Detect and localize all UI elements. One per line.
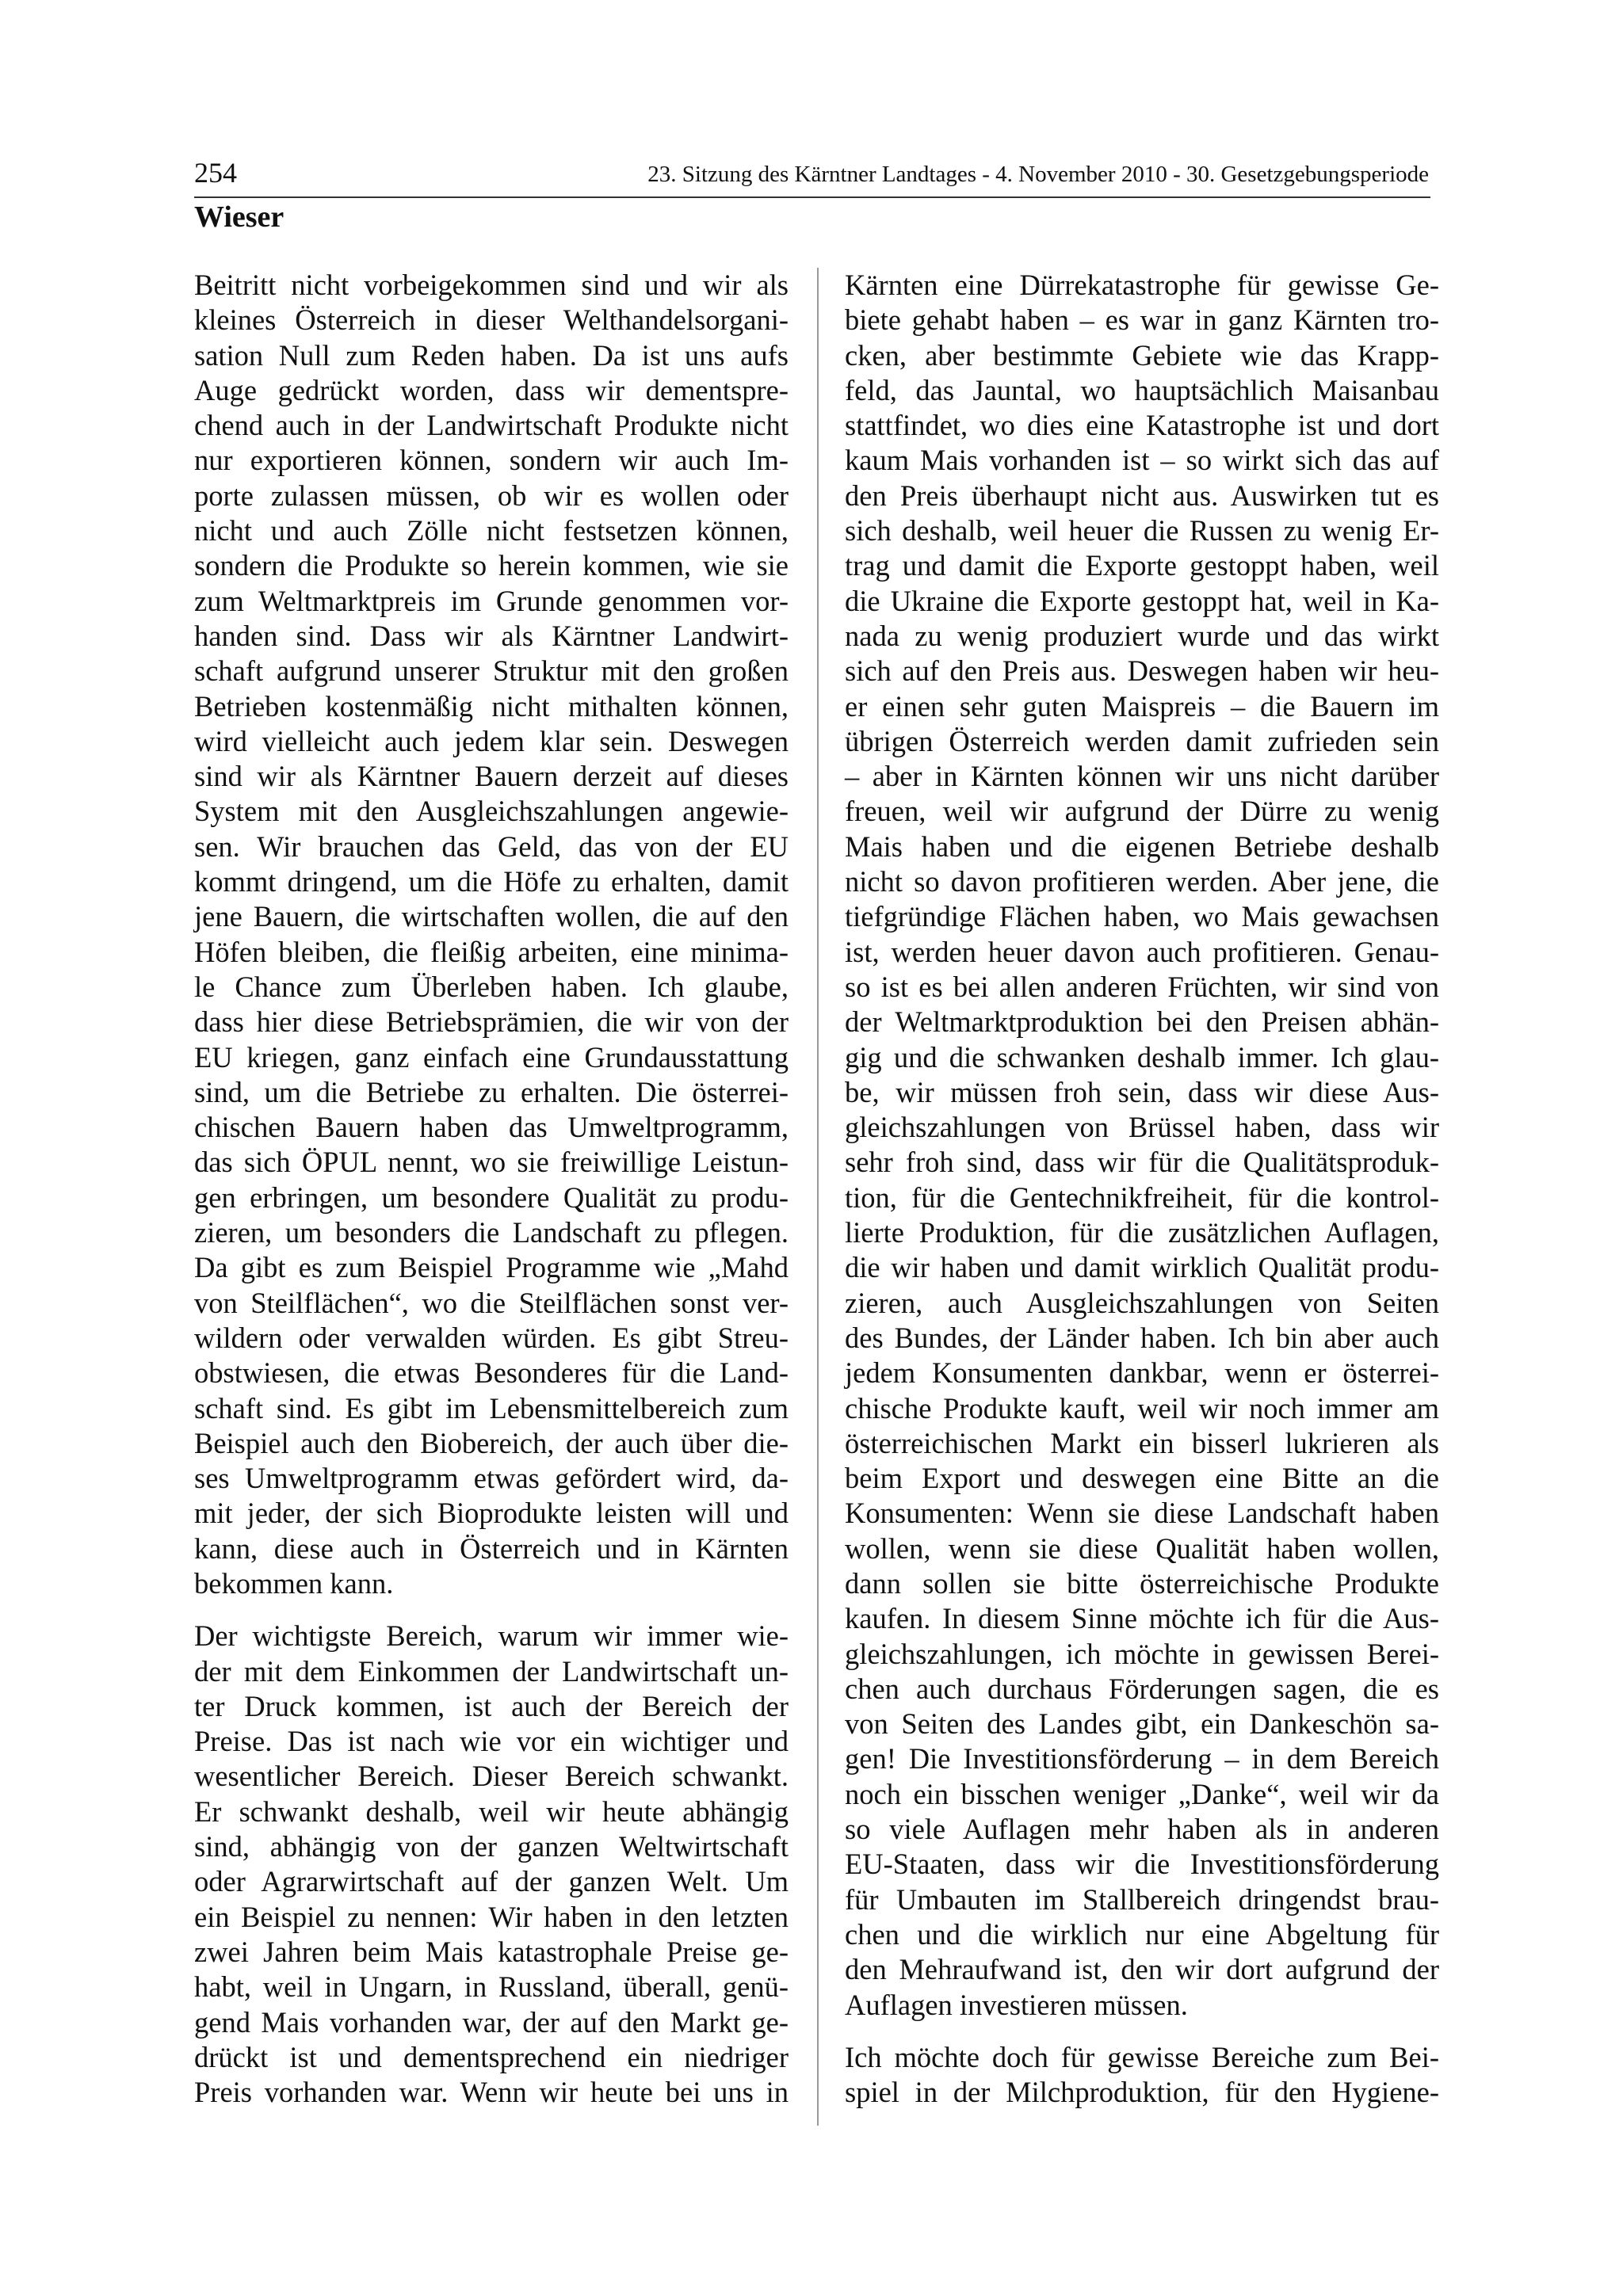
text-line: tiefgründige Flächen haben, wo Mais gewachsen bbox=[845, 900, 1439, 933]
text-line: wollen, wenn sie diese Qualität haben wollen, bbox=[845, 1531, 1439, 1565]
text-line: die wir haben und damit wirklich Qualität produ- bbox=[845, 1251, 1439, 1284]
text-line: wird vielleicht auch jedem klar sein. Deswegen bbox=[194, 724, 789, 757]
text-line: zieren, auch Ausgleichszahlungen von Seiten bbox=[845, 1286, 1439, 1319]
text-line: dann sollen sie bitte österreichische Produkte bbox=[845, 1566, 1439, 1600]
text-line: jene Bauern, die wirtschaften wollen, die auf den bbox=[194, 900, 789, 933]
text-line: System mit den Ausgleichszahlungen angewie- bbox=[194, 795, 789, 828]
text-line: kleines Österreich in dieser Welthandelsorgani- bbox=[194, 303, 789, 337]
text-line: sehr froh sind, dass wir für die Qualitätsproduk- bbox=[845, 1146, 1439, 1179]
text-line: EU-Staaten, dass wir die Investitionsförderung bbox=[845, 1848, 1439, 1881]
text-line: chen und die wirklich nur eine Abgeltung für bbox=[845, 1917, 1439, 1951]
text-line: kaum Mais vorhanden ist – so wirkt sich das auf bbox=[845, 444, 1439, 477]
text-line: Auge gedrückt worden, dass wir dementspre- bbox=[194, 373, 789, 406]
text-line: dass hier diese Betriebsprämien, die wir von der bbox=[194, 1005, 789, 1039]
text-line: Betrieben kostenmäßig nicht mithalten können, bbox=[194, 689, 789, 723]
text-line: cken, aber bestimmte Gebiete wie das Krapp- bbox=[845, 338, 1439, 372]
text-line: schaft sind. Es gibt im Lebensmittelbereich zum bbox=[194, 1391, 789, 1425]
text-line: be, wir müssen froh sein, dass wir diese Aus- bbox=[845, 1075, 1439, 1108]
text-line: nur exportieren können, sondern wir auch Im- bbox=[194, 444, 789, 477]
text-line: kaufen. In diesem Sinne möchte ich für die Aus- bbox=[845, 1602, 1439, 1635]
text-line: sind, um die Betriebe zu erhalten. Die österrei- bbox=[194, 1075, 789, 1108]
text-line: kann, diese auch in Österreich und in Kärnten bbox=[194, 1531, 789, 1565]
page-header bbox=[194, 155, 1430, 198]
text-line: wildern oder verwalden würden. Es gibt Streu- bbox=[194, 1321, 789, 1354]
text-line: so viele Auflagen mehr haben als in anderen bbox=[845, 1813, 1439, 1846]
text-line: obstwiesen, die etwas Besonderes für die Land- bbox=[194, 1356, 789, 1390]
text-line: Beitritt nicht vorbeigekommen sind und wir als bbox=[194, 269, 789, 301]
text-line: bekommen kann. bbox=[194, 1566, 394, 1600]
text-line: jedem Konsumenten dankbar, wenn er österrei- bbox=[845, 1356, 1439, 1390]
text-line: trag und damit die Exporte gestoppt haben, weil bbox=[845, 549, 1439, 582]
text-line: mit jeder, der sich Bioprodukte leisten will und bbox=[194, 1497, 789, 1530]
text-line: le Chance zum Überleben haben. Ich glaube, bbox=[194, 970, 789, 1003]
text-line: schaft aufgrund unserer Struktur mit den großen bbox=[194, 654, 789, 688]
left-column bbox=[194, 268, 789, 2127]
page-number: 254 bbox=[194, 157, 237, 189]
text-line: lierte Produktion, für die zusätzlichen Auflagen, bbox=[845, 1216, 1439, 1249]
text-line: gig und die schwanken deshalb immer. Ich glau- bbox=[845, 1040, 1439, 1074]
text-line: sondern die Produkte so herein kommen, wie sie bbox=[194, 549, 789, 582]
text-line: des Bundes, der Länder haben. Ich bin aber auch bbox=[845, 1321, 1439, 1354]
text-line: ter Druck kommen, ist auch der Bereich der bbox=[194, 1689, 789, 1722]
text-line: den Preis überhaupt nicht aus. Auswirken tut es bbox=[845, 479, 1439, 512]
text-line: österreichischen Markt ein bisserl lukrieren als bbox=[845, 1426, 1439, 1459]
text-line: kommt dringend, um die Höfe zu erhalten, damit bbox=[194, 865, 789, 898]
text-line: gend Mais vorhanden war, der auf den Markt ge- bbox=[194, 2005, 789, 2039]
text-line: für Umbauten im Stallbereich dringendst brau- bbox=[845, 1882, 1439, 1916]
text-line: das sich ÖPUL nennt, wo sie freiwillige Leistun- bbox=[194, 1146, 789, 1179]
text-line: beim Export und deswegen eine Bitte an die bbox=[845, 1462, 1439, 1495]
text-line: chen auch durchaus Förderungen sagen, die es bbox=[845, 1672, 1439, 1705]
text-line: zieren, um besonders die Landschaft zu pflegen. bbox=[194, 1216, 789, 1249]
paragraph bbox=[845, 268, 1439, 2023]
text-line: Ich möchte doch für gewisse Bereiche zum Bei- bbox=[845, 2040, 1439, 2073]
text-line: Höfen bleiben, die fleißig arbeiten, eine minima- bbox=[194, 935, 789, 968]
speaker-name: Wieser bbox=[194, 200, 285, 234]
text-line: von Steilflächen“, wo die Steilflächen sonst ver- bbox=[194, 1286, 789, 1319]
text-line: gen erbringen, um besondere Qualität zu produ- bbox=[194, 1180, 789, 1214]
text-line: ein Beispiel zu nennen: Wir haben in den letzten bbox=[194, 1900, 789, 1933]
text-line: der mit dem Einkommen der Landwirtschaft un- bbox=[194, 1654, 789, 1688]
text-line: er einen sehr guten Maispreis – die Bauern im bbox=[845, 689, 1439, 723]
text-line: – aber in Kärnten können wir uns nicht darüber bbox=[845, 760, 1439, 793]
text-line: gleichszahlungen von Brüssel haben, dass wir bbox=[845, 1111, 1439, 1144]
text-line: wesentlicher Bereich. Dieser Bereich schwankt. bbox=[194, 1760, 789, 1793]
text-line: habt, weil in Ungarn, in Russland, überall, genü- bbox=[194, 1970, 789, 2004]
text-line: die Ukraine die Exporte gestoppt hat, weil in Ka- bbox=[845, 584, 1439, 617]
text-line: feld, das Jauntal, wo hauptsächlich Maisanbau bbox=[845, 373, 1439, 406]
text-line: von Seiten des Landes gibt, ein Dankeschön sa- bbox=[845, 1707, 1439, 1741]
text-line: nicht so davon profitieren werden. Aber jene, die bbox=[845, 865, 1439, 898]
text-line: chische Produkte kauft, weil wir noch immer am bbox=[845, 1391, 1439, 1425]
text-line: ist, werden heuer davon auch profitieren. Genau- bbox=[845, 935, 1439, 968]
text-line: Konsumenten: Wenn sie diese Landschaft haben bbox=[845, 1497, 1439, 1530]
text-line: handen sind. Dass wir als Kärntner Landwirt- bbox=[194, 619, 789, 652]
running-title: 23. Sitzung des Kärntner Landtages - 4. November 2010 - 30. Gesetzgebungsperiode bbox=[647, 162, 1429, 187]
text-line: nada zu wenig produziert wurde und das wirkt bbox=[845, 619, 1439, 652]
right-column bbox=[845, 268, 1439, 2127]
text-line: chischen Bauern haben das Umweltprogramm, bbox=[194, 1111, 789, 1144]
text-line: spiel in der Milchproduktion, für den Hygiene- bbox=[845, 2076, 1439, 2109]
text-line: den Mehraufwand ist, den wir dort aufgrund der bbox=[845, 1953, 1439, 1986]
text-line: Der wichtigste Bereich, warum wir immer wie- bbox=[194, 1619, 789, 1653]
text-line: übrigen Österreich werden damit zufrieden sein bbox=[845, 724, 1439, 757]
text-line: zwei Jahren beim Mais katastrophale Preise ge- bbox=[194, 1935, 789, 1968]
paragraph bbox=[194, 268, 789, 1601]
text-line: Mais haben und die eigenen Betriebe deshalb bbox=[845, 830, 1439, 863]
text-line: tion, für die Gentechnikfreiheit, für die kontrol- bbox=[845, 1180, 1439, 1214]
paragraph bbox=[845, 2040, 1439, 2111]
text-line: sich deshalb, weil heuer die Russen zu wenig Er- bbox=[845, 514, 1439, 547]
text-line: der Weltmarktproduktion bei den Preisen abhän- bbox=[845, 1005, 1439, 1039]
text-line: freuen, weil wir aufgrund der Dürre zu wenig bbox=[845, 795, 1439, 828]
text-line: chend auch in der Landwirtschaft Produkte nicht bbox=[194, 409, 789, 442]
text-line: drückt ist und dementsprechend ein niedriger bbox=[194, 2040, 789, 2073]
text-line: sation Null zum Reden haben. Da ist uns aufs bbox=[194, 338, 789, 372]
text-line: sind, abhängig von der ganzen Weltwirtschaft bbox=[194, 1830, 789, 1863]
text-line: Kärnten eine Dürrekatastrophe für gewisse Ge- bbox=[845, 269, 1439, 301]
paragraph bbox=[194, 1619, 789, 2110]
text-line: biete gehabt haben – es war in ganz Kärnten tro- bbox=[845, 303, 1439, 337]
text-line: gen! Die Investitionsförderung – in dem Bereich bbox=[845, 1742, 1439, 1775]
text-line: oder Agrarwirtschaft auf der ganzen Welt. Um bbox=[194, 1865, 789, 1898]
text-line: ses Umweltprogramm etwas gefördert wird, da- bbox=[194, 1462, 789, 1495]
column-divider bbox=[817, 268, 819, 2126]
text-line: zum Weltmarktpreis im Grunde genommen vor- bbox=[194, 584, 789, 617]
text-line: so ist es bei allen anderen Früchten, wir sind von bbox=[845, 970, 1439, 1003]
text-line: Er schwankt deshalb, weil wir heute abhängig bbox=[194, 1794, 789, 1828]
text-line: nicht und auch Zölle nicht festsetzen können, bbox=[194, 514, 789, 547]
text-line: Auflagen investieren müssen. bbox=[845, 1988, 1188, 2021]
text-line: stattfindet, wo dies eine Katastrophe ist und dort bbox=[845, 409, 1439, 442]
text-line: Preis vorhanden war. Wenn wir heute bei uns in bbox=[194, 2076, 789, 2109]
text-line: Beispiel auch den Biobereich, der auch über die- bbox=[194, 1426, 789, 1459]
text-line: sich auf den Preis aus. Deswegen haben wir heu- bbox=[845, 654, 1439, 688]
text-line: EU kriegen, ganz einfach eine Grundausstattung bbox=[194, 1040, 789, 1074]
text-line: sind wir als Kärntner Bauern derzeit auf dieses bbox=[194, 760, 789, 793]
text-line: sen. Wir brauchen das Geld, das von der EU bbox=[194, 830, 789, 863]
text-line: Da gibt es zum Beispiel Programme wie „Mahd bbox=[194, 1251, 789, 1284]
text-line: Preise. Das ist nach wie vor ein wichtiger und bbox=[194, 1725, 789, 1758]
text-line: noch ein bisschen weniger „Danke“, weil wir da bbox=[845, 1777, 1439, 1810]
text-line: gleichszahlungen, ich möchte in gewissen Berei- bbox=[845, 1637, 1439, 1670]
text-line: porte zulassen müssen, ob wir es wollen oder bbox=[194, 479, 789, 512]
